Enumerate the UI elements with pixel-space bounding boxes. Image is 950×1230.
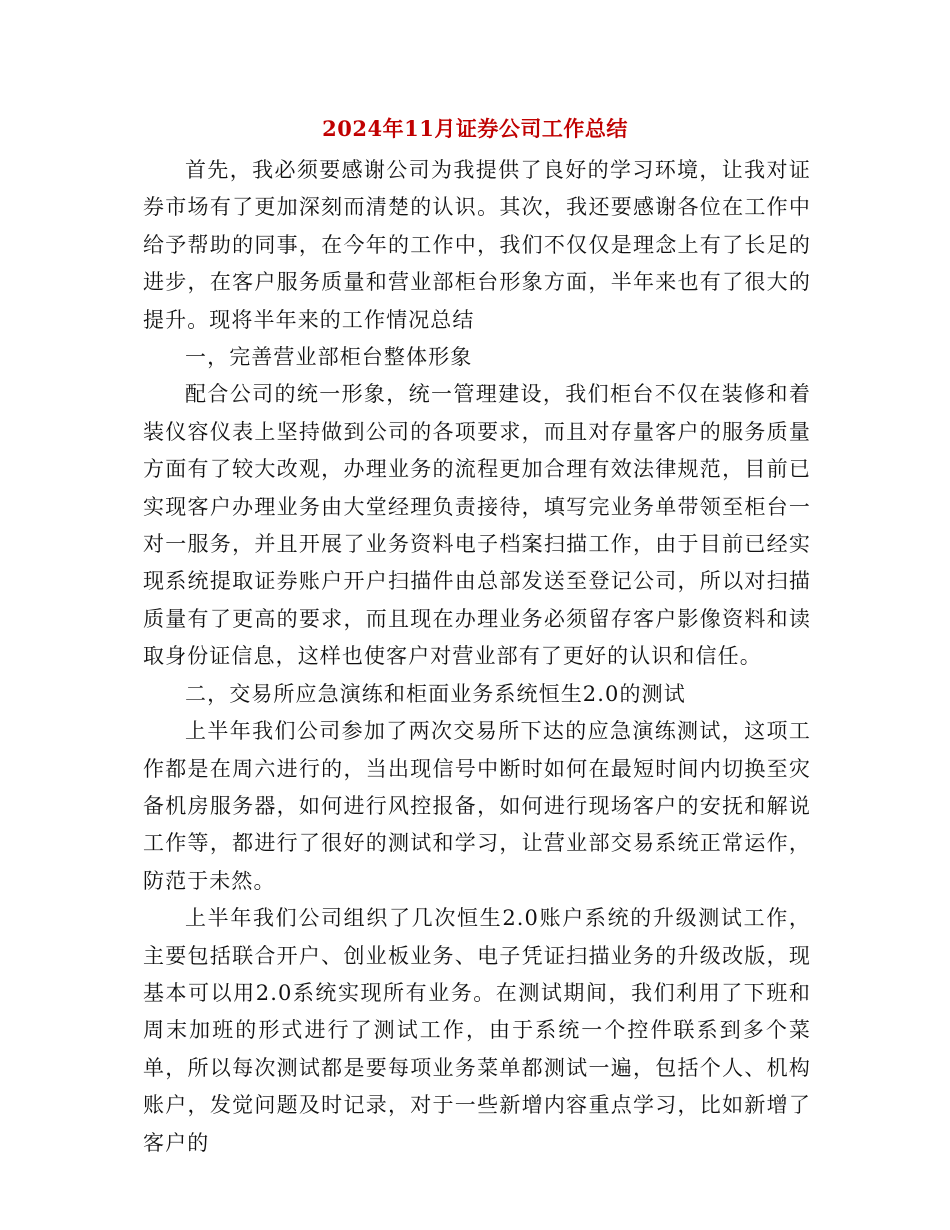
paragraph-counter-image: 配合公司的统一形象，统一管理建设，我们柜台不仅在装修和着装仪容仪表上坚持做到公司的各项要求，而且对存量客户的服务质量方面有了较大改观，办理业务的流程更加合理有效法律规范，目前已实现客户办理业务由大堂经理负责接待，填写完业务单带领至柜台一对一服务，并且开展了业务资料电子档案扫描工作，由于目前已经实现系统提取证券账户开户扫描件由总部发送至登记公司，所以对扫描质量有了更高的要求，而且现在办理业务必须留存客户影像资料和读取身份证信息，这样也使客户对营业部有了更好的认识和信任。 (143, 382, 811, 669)
section-heading-1: 一，完善营业部柜台整体形象 (185, 345, 473, 370)
section-heading-2: 二，交易所应急演练和柜面业务系统恒生2.0的测试 (185, 681, 686, 706)
document-title: 2024年11月证券公司工作总结 (322, 116, 628, 141)
document-body (143, 152, 811, 1162)
paragraph-emergency-drill: 上半年我们公司参加了两次交易所下达的应急演练测试，这项工作都是在周六进行的，当出现信号中断时如何在最短时间内切换至灾备机房服务器，如何进行风控报备，如何进行现场客户的安抚和解说工作等，都进行了很好的测试和学习，让营业部交易系统正常运作，防范于未然。 (143, 719, 811, 893)
paragraph-intro: 首先，我必须要感谢公司为我提供了良好的学习环境，让我对证券市场有了更加深刻而清楚的认识。其次，我还要感谢各位在工作中给予帮助的同事，在今年的工作中，我们不仅仅是理念上有了长足的进步，在客户服务质量和营业部柜台形象方面，半年来也有了很大的提升。现将半年来的工作情况总结 (143, 158, 811, 332)
paragraph-system-test: 上半年我们公司组织了几次恒生2.0账户系统的升级测试工作，主要包括联合开户、创业板业务、电子凭证扫描业务的升级改版，现基本可以用2.0系统实现所有业务。在测试期间，我们利用了下班和周末加班的形式进行了测试工作，由于系统一个控件联系到多个菜单，所以每次测试都是要每项业务菜单都测试一遍，包括个人、机构账户，发觉问题及时记录，对于一些新增内容重点学习，比如新增了客户的 (143, 906, 811, 1155)
